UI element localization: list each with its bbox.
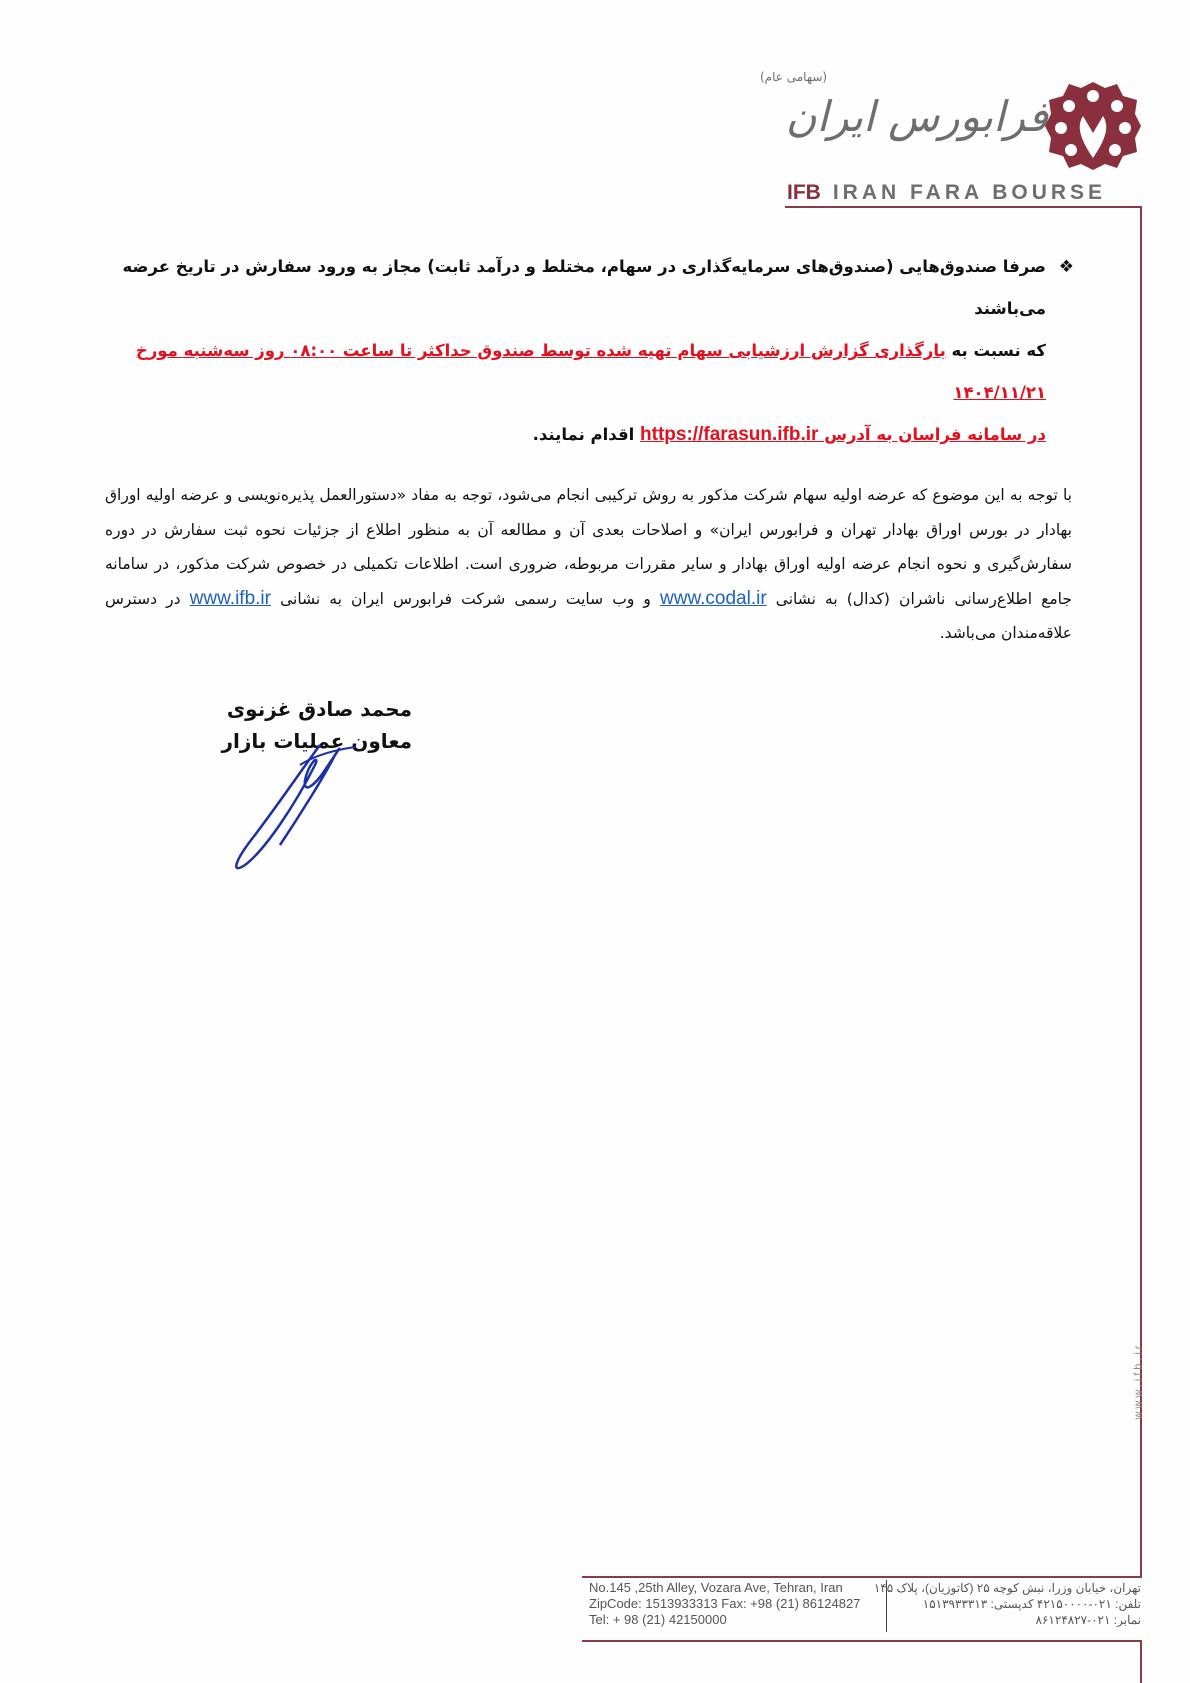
logo-english-text [787, 181, 1106, 205]
footer-bottom-line [582, 1640, 1142, 1642]
letter-content [105, 246, 1080, 651]
notice-line-3-suffix: اقدام نمایند. [532, 425, 641, 444]
diamond-bullet-icon: ❖ [1058, 257, 1074, 277]
logo-ifb-mark: IFB [787, 181, 821, 204]
signatory-title: معاون عملیات بازار [221, 729, 412, 753]
codal-link[interactable]: www.codal.ir [660, 587, 767, 609]
handwritten-signature [225, 725, 365, 875]
body-text-1: با توجه به این موضوع که عرضه اولیه سهام شرکت مذکور به روش ترکیبی انجام می‌شود، توجه به مفاد «دستورالعمل پذیره‌نویسی و عرضه اولیه اوراق بهادار در بورس اوراق بهادار تهران و فرابورس ایران» و اصلاحات بعدی آن و مطالعه آن به منظور اطلاع از جزئیات نحوه ثبت سفارش در دوره سفارش‌گیری و نحوه انجام عرضه اولیه اوراق بهادار و سایر مقررات مربوطه، ضروری است. اطلاعات تکمیلی در خصوص شرکت مذکور، در سامانه جامع اطلاع‌رسانی ناشران (کدال) به نشانی [105, 486, 1072, 608]
footer-en-zip-fax: ZipCode: 1513933313 Fax: +98 (21) 86124827 [589, 1596, 861, 1611]
notice-line-2 [105, 330, 1046, 414]
notice-line-3 [105, 414, 1046, 456]
side-website-url: www.ifb.ir [1132, 1342, 1145, 1420]
notice-line-2-prefix: که نسبت به [945, 341, 1046, 360]
footer-en-tel: Tel: + 98 (21) 42150000 [589, 1612, 727, 1627]
footer-english-address [589, 1580, 860, 1628]
logo-company-type: (سهامی عام) [760, 70, 828, 84]
footer-fa-address: تهران، خیابان وزرا، نبش کوچه ۲۵ (کاتوزیان)، پلاک ۱۴۵ [873, 1581, 1141, 1595]
notice-deadline-highlight: بارگذاری گزارش ارزشیابی سهام تهیه شده توسط صندوق حداکثر تا ساعت ۰۸:۰۰ روز سه‌شنبه مورخ ۱۴۰۴/۱۱/۲۱ [135, 341, 1046, 402]
right-border-line-lower [1140, 1640, 1142, 1683]
footer-top-line [582, 1576, 1142, 1578]
signatory-name: محمد صادق غزنوی [226, 697, 412, 721]
body-text-3: در دسترس علاقه‌مندان می‌باشد. [105, 589, 1072, 642]
header-divider [785, 206, 1142, 208]
ifb-emblem-icon [1043, 78, 1143, 174]
notice-block [105, 246, 1080, 456]
footer-fa-fax: نمابر: ۰۲۱-۸۶۱۲۴۸۲۷ [1035, 1613, 1141, 1627]
ifb-link[interactable]: www.ifb.ir [189, 587, 271, 609]
farasun-link[interactable]: https://farasun.ifb.ir [640, 424, 819, 445]
body-paragraph [105, 478, 1080, 651]
notice-system-highlight: در سامانه فراسان به آدرس [818, 425, 1046, 444]
logo-english-name: IRAN FARA BOURSE [832, 181, 1107, 204]
footer-fa-tel-zip: تلفن: ۰۲۱-۴۲۱۵۰۰۰۰ کدپستی: ۱۵۱۳۹۳۳۳۱۳ [922, 1597, 1141, 1611]
logo-persian-text: فرابورس ایران [785, 92, 1048, 141]
body-text-2: و وب سایت رسمی شرکت فرابورس ایران به نشانی [270, 589, 661, 608]
footer-en-address: No.145 ,25th Alley, Vozara Ave, Tehran, Iran [589, 1580, 843, 1595]
notice-line-1: صرفا صندوق‌هایی (صندوق‌های سرمایه‌گذاری در سهام، مختلط و درآمد ثابت) مجاز به ورود سفارش در تاریخ عرضه می‌باشند [122, 257, 1046, 318]
footer-persian-address [873, 1580, 1141, 1628]
